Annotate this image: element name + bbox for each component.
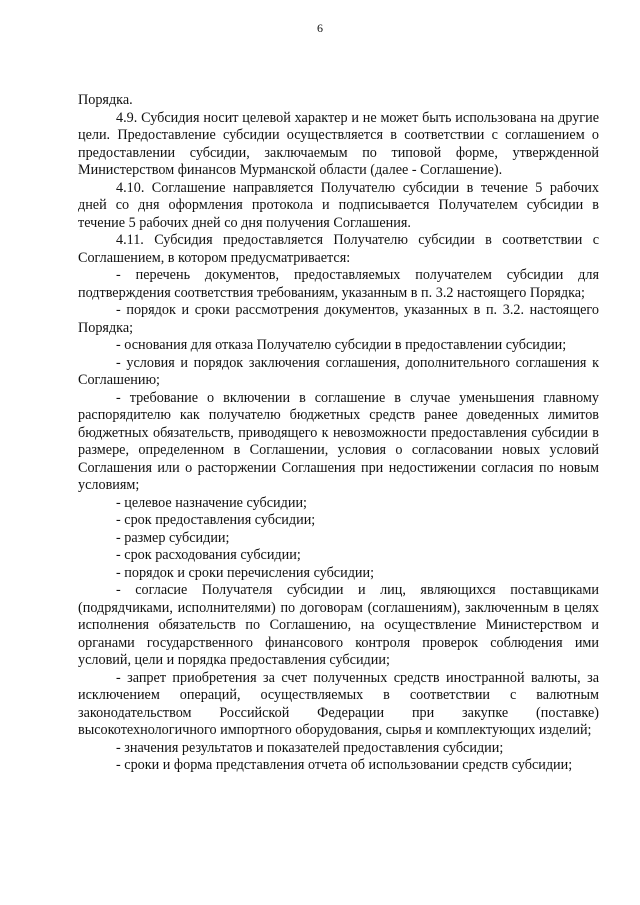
paragraph: 4.9. Субсидия носит целевой характер и не может быть использована на другие цели. Предоставление субсидии осуществляется в соответствии с соглашением о предоставлении субсидии, заключаемым по типовой форме, утвержденной Министерством финансов Мурманской области (далее - Соглашение).: [78, 109, 599, 178]
list-item: - размер субсидии;: [116, 529, 230, 546]
list-item: - требование о включении в соглашение в случае уменьшения главному распорядителю как получателю бюджетных средств ранее доведенных лимитов бюджетных обязательств, приводящего к невозможности предоставления субсидии в размере, определенном в Соглашении, условия о согласовании новых условий Соглашения или о расторжении Соглашения при недостижении согласия по новым условиям;: [78, 389, 599, 493]
list-item: - целевое назначение субсидии;: [116, 494, 307, 511]
list-item: - перечень документов, предоставляемых получателем субсидии для подтверждения соответствия требованиям, указанным в п. 3.2 настоящего Порядка;: [78, 267, 599, 301]
list-item: - срок расходования субсидии;: [116, 547, 301, 563]
paragraph: 4.11. Субсидия предоставляется Получателю субсидии в соответствии с Соглашением, в котором предусматривается:: [78, 232, 599, 266]
list-item: - условия и порядок заключения соглашения, дополнительного соглашения к Соглашению;: [78, 354, 599, 388]
page-number: 6: [317, 21, 323, 35]
list-item: - основания для отказа Получателю субсидии в предоставлении субсидии;: [116, 337, 567, 353]
paragraph: Порядка.: [78, 92, 133, 108]
list-item: - согласие Получателя субсидии и лиц, являющихся поставщиками (подрядчиками, исполнителями) по договорам (соглашениям), заключенным в целях исполнения обязательств по Соглашению, на осуществление Министерством и органами государственного финансового контроля проверок соблюдения ими условий, цели и порядка предоставления субсидии;: [78, 582, 599, 668]
list-item: - срок предоставления субсидии;: [116, 512, 316, 528]
paragraph: 4.10. Соглашение направляется Получателю субсидии в течение 5 рабочих дней со дня оформления протокола и подписывается Получателем субсидии в течение 5 рабочих дней со дня получения Соглашения.: [78, 179, 599, 231]
list-item: - запрет приобретения за счет полученных средств иностранной валюты, за исключением операций, осуществляемых в соответствии с валютным законодательством Российской Федерации при закупке (поставке) высокотехнологичного импортного оборудования, сырья и комплектующих изделий;: [78, 669, 599, 738]
list-item: - сроки и форма представления отчета об использовании средств субсидии;: [116, 757, 573, 773]
document-body: [78, 92, 599, 775]
list-item: - значения результатов и показателей предоставления субсидии;: [116, 739, 504, 756]
list-item: - порядок и сроки перечисления субсидии;: [116, 564, 375, 581]
list-item: - порядок и сроки рассмотрения документов, указанных в п. 3.2. настоящего Порядка;: [78, 302, 599, 336]
